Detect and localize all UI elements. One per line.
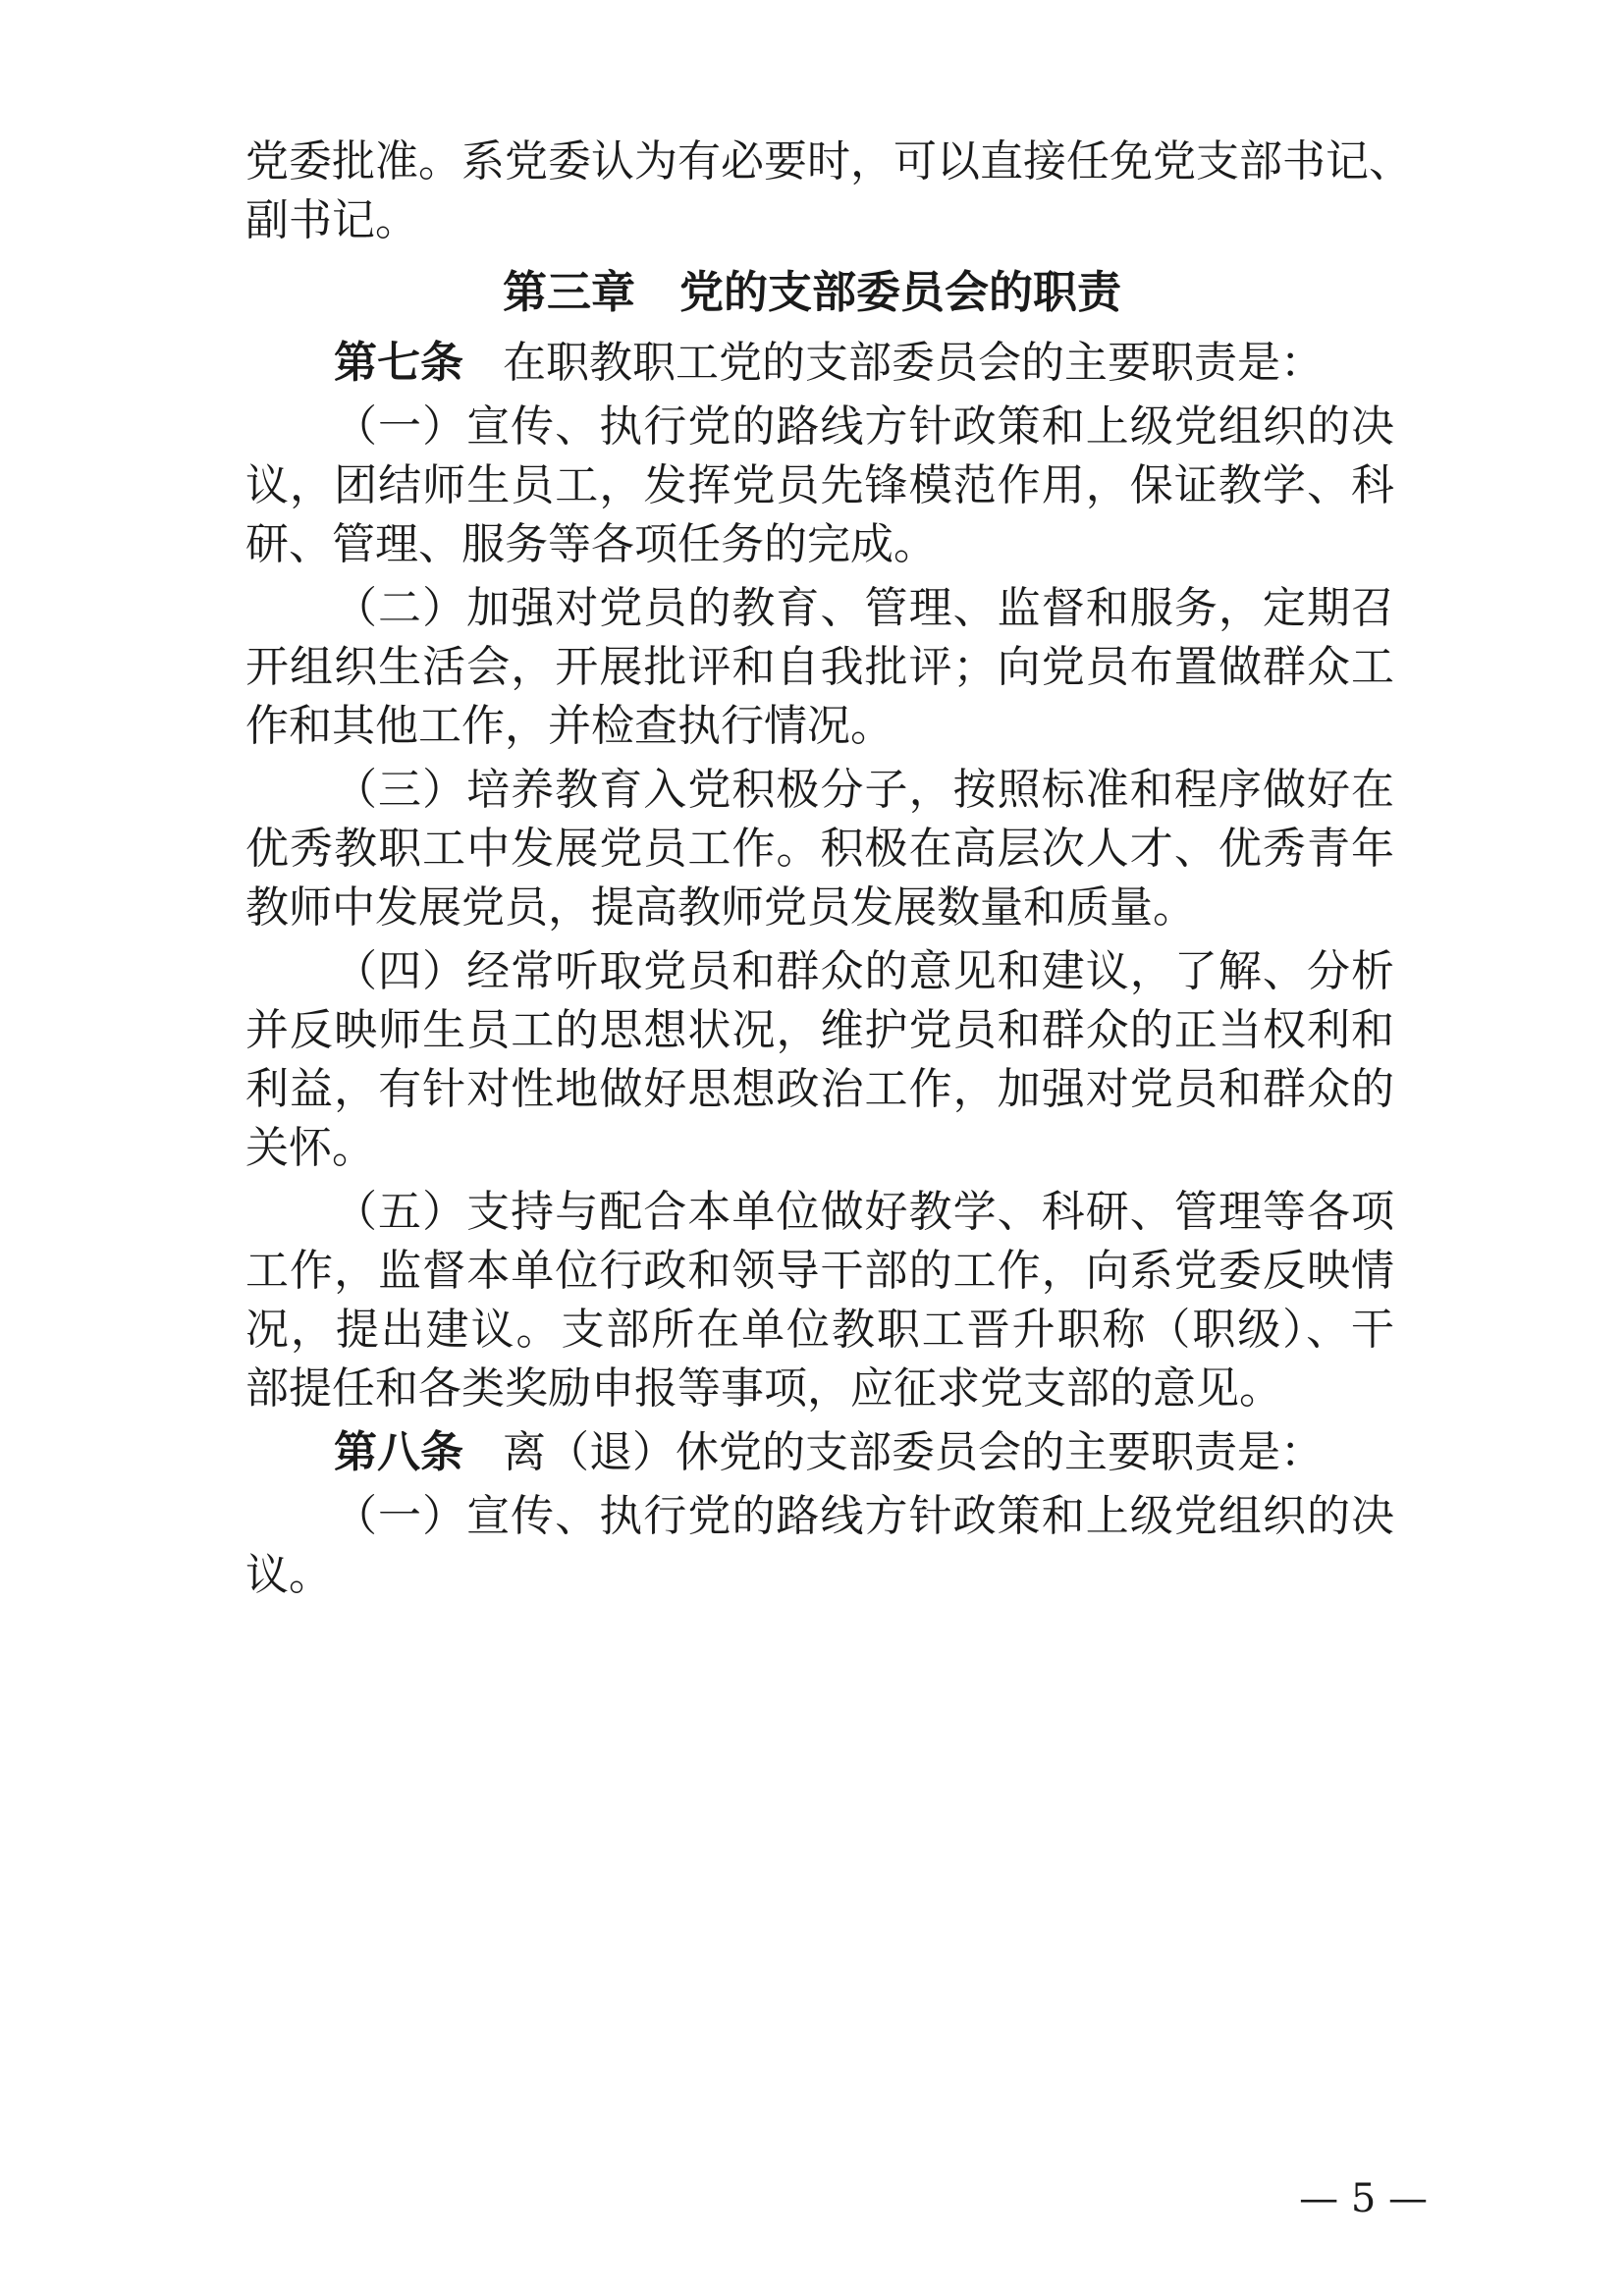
article-7-item-2-line-2: 开组织生活会，开展批评和自我批评；向党员布置做群众工 — [245, 642, 1394, 692]
chapter-title: 第三章 党的支部委员会的职责 — [502, 266, 1121, 318]
article-7-item-5-line-1: （五）支持与配合本单位做好教学、科研、管理等各项 — [334, 1187, 1394, 1237]
article-7-item-3-line-3: 教师中发展党员，提高教师党员发展数量和质量。 — [245, 882, 1196, 933]
intro-line-1: 党委批准。系党委认为有必要时，可以直接任免党支部书记、 — [245, 136, 1412, 187]
article-7-item-2-line-3: 作和其他工作，并检查执行情况。 — [245, 701, 893, 751]
article-7-item-4-line-3: 利益，有针对性地做好思想政治工作，加强对党员和群众的 — [245, 1064, 1394, 1114]
article-7-item-3-line-1: （三）培养教育入党积极分子，按照标准和程序做好在 — [334, 765, 1394, 815]
article-7-text: 在职教职工党的支部委员会的主要职责是： — [503, 338, 1324, 388]
article-7-item-5-line-3: 况，提出建议。支部所在单位教职工晋升职称（职级）、干 — [245, 1305, 1394, 1355]
article-7-item-5-line-4: 部提任和各类奖励申报等事项，应征求党支部的意见。 — [245, 1363, 1282, 1414]
article-7-item-4-line-1: （四）经常听取党员和群众的意见和建议，了解、分析 — [334, 946, 1394, 996]
article-7-heading — [334, 334, 1394, 393]
article-8-item-1-line-1: （一）宣传、执行党的路线方针政策和上级党组织的决 — [334, 1491, 1394, 1541]
article-8-heading — [334, 1423, 1394, 1482]
page-number: — 5 — — [1299, 2176, 1428, 2221]
article-7-item-4-line-2: 并反映师生员工的思想状况，维护党员和群众的正当权利和 — [245, 1005, 1394, 1055]
article-7-item-1-line-3: 研、管理、服务等各项任务的完成。 — [245, 519, 937, 569]
article-8-label: 第八条 — [334, 1427, 463, 1477]
article-7-item-3-line-2: 优秀教职工中发展党员工作。积极在高层次人才、优秀青年 — [245, 824, 1394, 874]
article-7-item-4-line-4: 关怀。 — [245, 1123, 375, 1173]
article-7-item-1-line-1: （一）宣传、执行党的路线方针政策和上级党组织的决 — [334, 401, 1394, 452]
article-7-item-2-line-1: （二）加强对党员的教育、管理、监督和服务，定期召 — [334, 583, 1394, 633]
article-8-item-1-line-2: 议。 — [245, 1550, 332, 1600]
article-7-item-5-line-2: 工作，监督本单位行政和领导干部的工作，向系党委反映情 — [245, 1246, 1394, 1296]
article-7-label: 第七条 — [334, 338, 463, 388]
article-7-item-1-line-2: 议，团结师生员工，发挥党员先锋模范作用，保证教学、科 — [245, 460, 1394, 510]
article-8-text: 离（退）休党的支部委员会的主要职责是： — [503, 1427, 1324, 1477]
intro-line-2: 副书记。 — [245, 195, 418, 245]
